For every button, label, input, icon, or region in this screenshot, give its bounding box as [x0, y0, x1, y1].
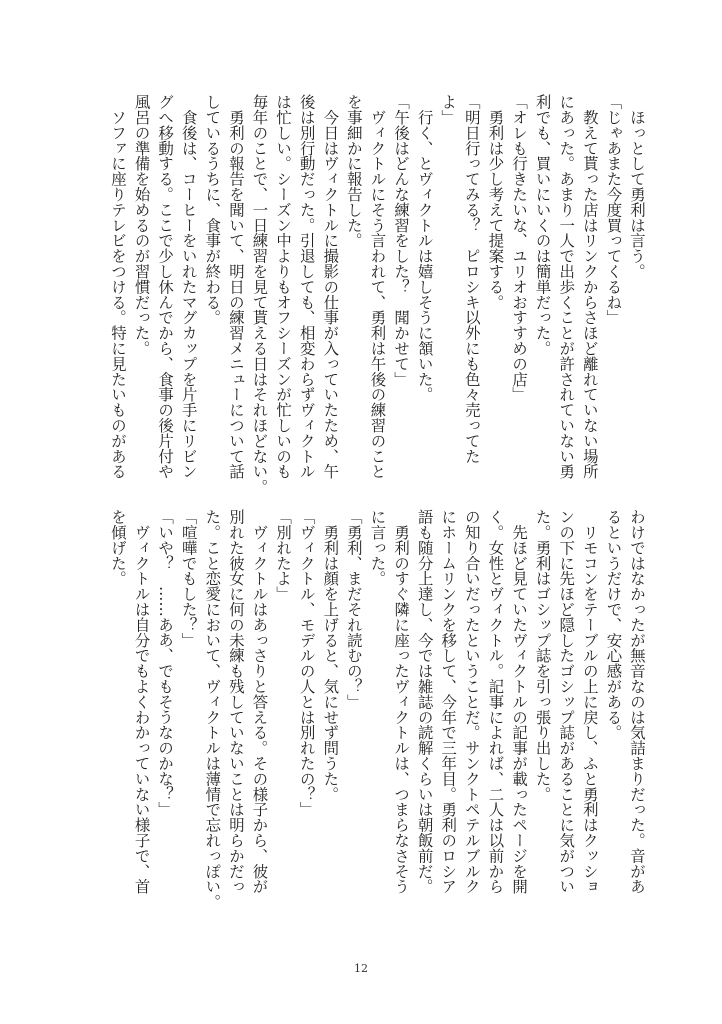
text-line: 勇利の報告を聞いて、明日の練習メニューについて話: [226, 94, 245, 479]
text-line: は忙しい。シーズン中よりもオフシーズンが忙しいのも: [274, 94, 293, 479]
text-line: 「ヴィクトル、モデルの人とは別れたの？」: [297, 509, 316, 817]
text-line: 「喧嘩でもした？」: [179, 509, 198, 648]
text-line: ヴィクトルは自分でもよくわかっていない様子で、首: [132, 509, 151, 894]
page-number: 12: [354, 962, 368, 975]
text-line: 風呂の準備を始めるのが習慣だった。: [132, 94, 151, 356]
text-line: 「オレも行きたいな、ユリオおすすめの店」: [510, 94, 529, 402]
text-line: 食後は、コーヒーをいれたマグカップを片手にリビン: [179, 94, 198, 479]
text-line: 先ほど見ていたヴィクトルの記事が載ったページを開: [510, 509, 529, 894]
text-line: 後は別行動だった。引退しても、相変わらずヴィクトル: [297, 94, 316, 479]
text-line: を傾げた。: [108, 509, 127, 586]
text-line: 利でも、買いにいくのは簡単だった。: [533, 94, 552, 356]
text-line: 別れた彼女に何の未練も残していないことは明らかだっ: [226, 509, 245, 894]
text-line: 語も随分上達し、今では雑誌の読解くらいは朝飯前だ。: [415, 509, 434, 894]
text-line: ソファに座りテレビをつける。特に見たいものがある: [108, 94, 127, 479]
text-line: 勇利のすぐ隣に座ったヴィクトルは、つまらなさそう: [392, 509, 411, 894]
text-line: ほっとして勇利は言う。: [628, 94, 646, 279]
text-line: よ」: [439, 94, 458, 125]
text-line: 「勇利、まだそれ読むの？」: [344, 509, 363, 710]
text-line: た。勇利はゴシップ誌を引っ張り出した。: [533, 509, 552, 802]
text-line: た。こと恋愛において、ヴィクトルは薄情で忘れっぽい。: [203, 509, 222, 910]
text-line: にあった。あまり一人で出歩くことが許されていない勇: [557, 94, 576, 479]
text-line: 「じゃあまた今度買ってくるね」: [604, 94, 623, 325]
text-line: グへ移動する。ここで少し休んでから、食事の後片付や: [156, 94, 175, 479]
text-line: 毎年のことで、一日練習を見て貰える日はそれほどない。: [250, 94, 269, 495]
text-line: ンの下に先ほど隠したゴシップ誌があることに気がつい: [557, 509, 576, 894]
text-block-bottom: [105, 509, 648, 910]
text-line: わけではなかったが無音なのは気詰まりだった。音があ: [628, 509, 646, 894]
text-line: 今日はヴィクトルに撮影の仕事が入っていたため、午: [321, 94, 340, 479]
text-line: 教えて貰った店はリンクからさほど離れていない場所: [580, 94, 599, 479]
text-line: を事細かに報告した。: [344, 94, 363, 248]
text-line: の知り合いだったということだ。サンクトペテルブルク: [462, 509, 481, 894]
text-line: 勇利は少し考えて提案する。: [486, 94, 505, 310]
text-line: 「いや？ ……ああ、でもそうなのかな？」: [156, 509, 175, 817]
text-line: ヴィクトルにそう言われて、勇利は午後の練習のこと: [368, 94, 387, 479]
text-line: 「午後はどんな練習をした？ 聞かせて」: [392, 94, 411, 387]
text-line: 「別れたよ」: [274, 509, 293, 602]
text-line: に言った。: [368, 509, 387, 586]
text-line: しているうちに、食事が終わる。: [203, 94, 222, 325]
text-line: く。女性とヴィクトル。記事によれば、二人は以前から: [486, 509, 505, 894]
text-line: 「明日行ってみる？ ピロシキ以外にも色々売ってた: [462, 94, 481, 464]
text-line: るというだけで、安心感がある。: [604, 509, 623, 740]
text-line: にホームリンクを移して、今年で三年目。勇利のロシア: [439, 509, 458, 894]
text-block-top: [105, 94, 648, 495]
text-line: 行く、とヴィクトルは嬉しそうに頷いた。: [415, 94, 434, 402]
text-line: 勇利は顔を上げると、気にせず問うた。: [321, 509, 340, 802]
text-line: ヴィクトルはあっさりと答える。その様子から、彼が: [250, 509, 269, 894]
text-line: リモコンをテーブルの上に戻し、ふと勇利はクッショ: [580, 509, 599, 894]
